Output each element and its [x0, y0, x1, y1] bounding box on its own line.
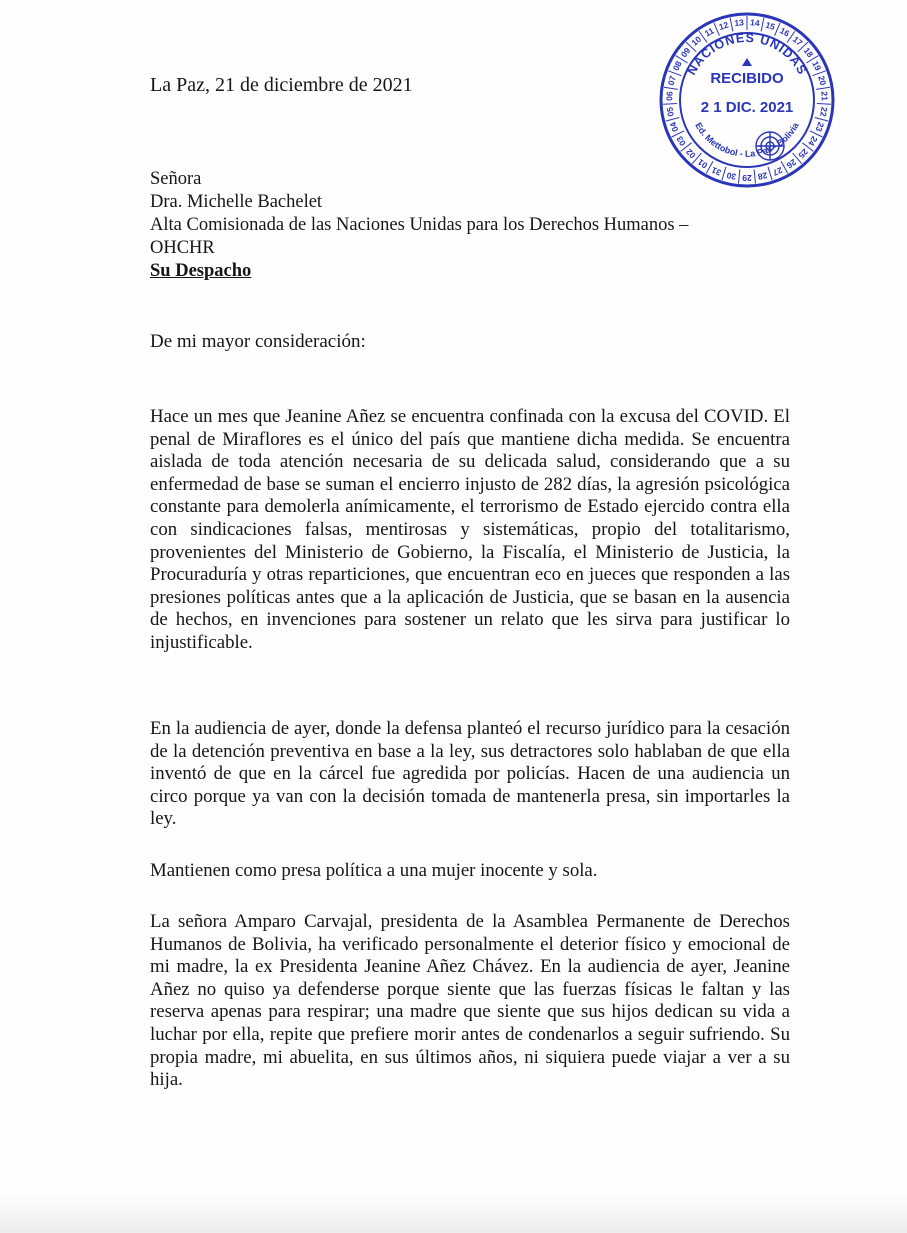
stamp-day-number: 02 [683, 146, 698, 161]
recipient-org: OHCHR [150, 238, 215, 258]
stamp-day-number: 10 [689, 34, 704, 48]
stamp-day-number: 25 [796, 146, 811, 161]
body-paragraph: En la audiencia de ayer, donde la defensa planteó el recurso jurídico para la cesación de la detención preventiva en base a la ley, sus detractores solo hablaban de que ella inventó de que en la cárcel fue agredida por policías. Hacen de una audiencia un circo porque ya van con la decisión tomada de mantenerla presa, sin importarles la ley. [150, 718, 790, 830]
body-paragraph: Mantienen como presa política a una mujer inocente y sola. [150, 860, 598, 881]
recipient-title: Alta Comisionada de las Naciones Unidas para los Derechos Humanos – [150, 215, 689, 235]
recipient-salutation: Señora [150, 169, 202, 189]
greeting: De mi mayor consideración: [150, 331, 366, 352]
svg-text:Ed. Mettobol - La Paz - Bolivi [693, 120, 801, 159]
stamp-day-number: 23 [813, 120, 827, 134]
stamp-day-number: 27 [771, 165, 785, 178]
body-paragraph: Hace un mes que Jeanine Añez se encuentra confinada con la excusa del COVID. El penal de Miraflores es el único del país que mantiene dicha medida. Se encuentra aislada de toda atención necesaria de su delicada salud, considerando que a su enfermedad de base se suman el encierro injusto de 282 días, la agresión psicológica constante para demolerla anímicamente, el terrorismo de Estado ejercido contra ella con sindicaciones falsas, mentirosas y sistemáticas, propio del totalitarismo, provenientes del Ministerio de Gobierno, la Fiscalía, el Ministerio de Justicia, la Procuraduría y otras reparticiones, que encuentran eco en jueces que responden a las presiones políticas antes que a la aplicación de Justicia, que se basan en la ausencia de hechos, en invenciones para sostener un relato que les sirva para justificar lo injustificable. [150, 406, 790, 653]
un-emblem-icon [756, 132, 784, 160]
stamp-day-number: 29 [742, 172, 752, 183]
stamp-day-number: 24 [806, 134, 820, 148]
stamp-ring-divider [817, 104, 831, 105]
stamp-day-number: 18 [801, 45, 816, 60]
recipient-name: Dra. Michelle Bachelet [150, 192, 323, 212]
body-paragraph: La señora Amparo Carvajal, presidenta de la Asamblea Permanente de Derechos Humanos de Bolivia, ha verificado personalmente el deterior físico y emocional de mi madre, la ex Presidenta Jeanine Añez Chávez. En la audiencia de ayer, Jeanine Añez no quiso ya defenderse porque siente que las fuerzas físicas le faltan y las reserva apenas para respirar; una madre que siente que sus hijos dedican su vida a luchar por ella, repite que prefiere morir antes de condenarlos a seguir sufriendo. Su propia madre, mi abuelita, en sus últimos años, ni siquiera puede viajar a ver a su hija. [150, 911, 790, 1091]
stamp-ring-divider [666, 118, 680, 122]
stamp-day-number: 20 [816, 74, 829, 87]
stamp-day-number: 13 [733, 17, 745, 29]
stamp-day-number: 19 [810, 59, 824, 73]
stamp-ring-divider [739, 170, 740, 184]
page-edge-shadow [0, 1193, 907, 1233]
stamp-day-number: 12 [717, 19, 730, 32]
stamp-day-number: 22 [818, 106, 830, 118]
stamp-day-number: 03 [674, 134, 688, 148]
stamp-day-number: 15 [764, 19, 777, 32]
stamp-ring-divider [664, 87, 678, 89]
stamp-day-number: 28 [757, 170, 769, 182]
stamp-location-text: Ed. Mettobol - La Paz - Bolivia [693, 120, 801, 159]
stamp-day-number: 17 [790, 34, 805, 48]
stamp-day-number: 11 [702, 25, 716, 39]
stamp-ring-divider [761, 18, 764, 32]
recipient-office: Su Despacho [150, 261, 252, 281]
stamp-triangle-icon [742, 58, 752, 66]
stamp-ring-divider [754, 170, 755, 184]
letter-date: La Paz, 21 de diciembre de 2021 [150, 74, 413, 96]
stamp-day-number: 08 [670, 59, 684, 73]
recipient-block [150, 168, 688, 283]
stamp-day-number: 07 [665, 74, 678, 87]
stamp-day-number: 09 [678, 45, 693, 60]
stamp-ring-divider [663, 104, 677, 105]
stamp-day-number: 05 [664, 106, 676, 118]
stamp-day-number: 16 [778, 25, 792, 39]
stamp-day-number: 14 [749, 17, 761, 29]
received-stamp [657, 0, 837, 200]
stamp-day-number: 06 [664, 91, 675, 102]
stamp-status: RECIBIDO [710, 70, 784, 87]
stamp-org-text: NACIONES UNIDAS [684, 30, 810, 78]
stamp-day-number: 31 [709, 165, 723, 178]
stamp-date: 2 1 DIC. 2021 [700, 99, 794, 116]
stamp-day-number: 01 [695, 157, 710, 171]
stamp-day-number: 21 [819, 91, 830, 102]
stamp-day-number: 26 [784, 157, 799, 171]
stamp-ring-divider [730, 18, 733, 32]
stamp-day-number: 30 [725, 170, 737, 182]
stamp-day-number: 04 [667, 120, 681, 134]
stamp-ring-divider [816, 87, 830, 89]
stamp-ring-divider [815, 118, 829, 122]
